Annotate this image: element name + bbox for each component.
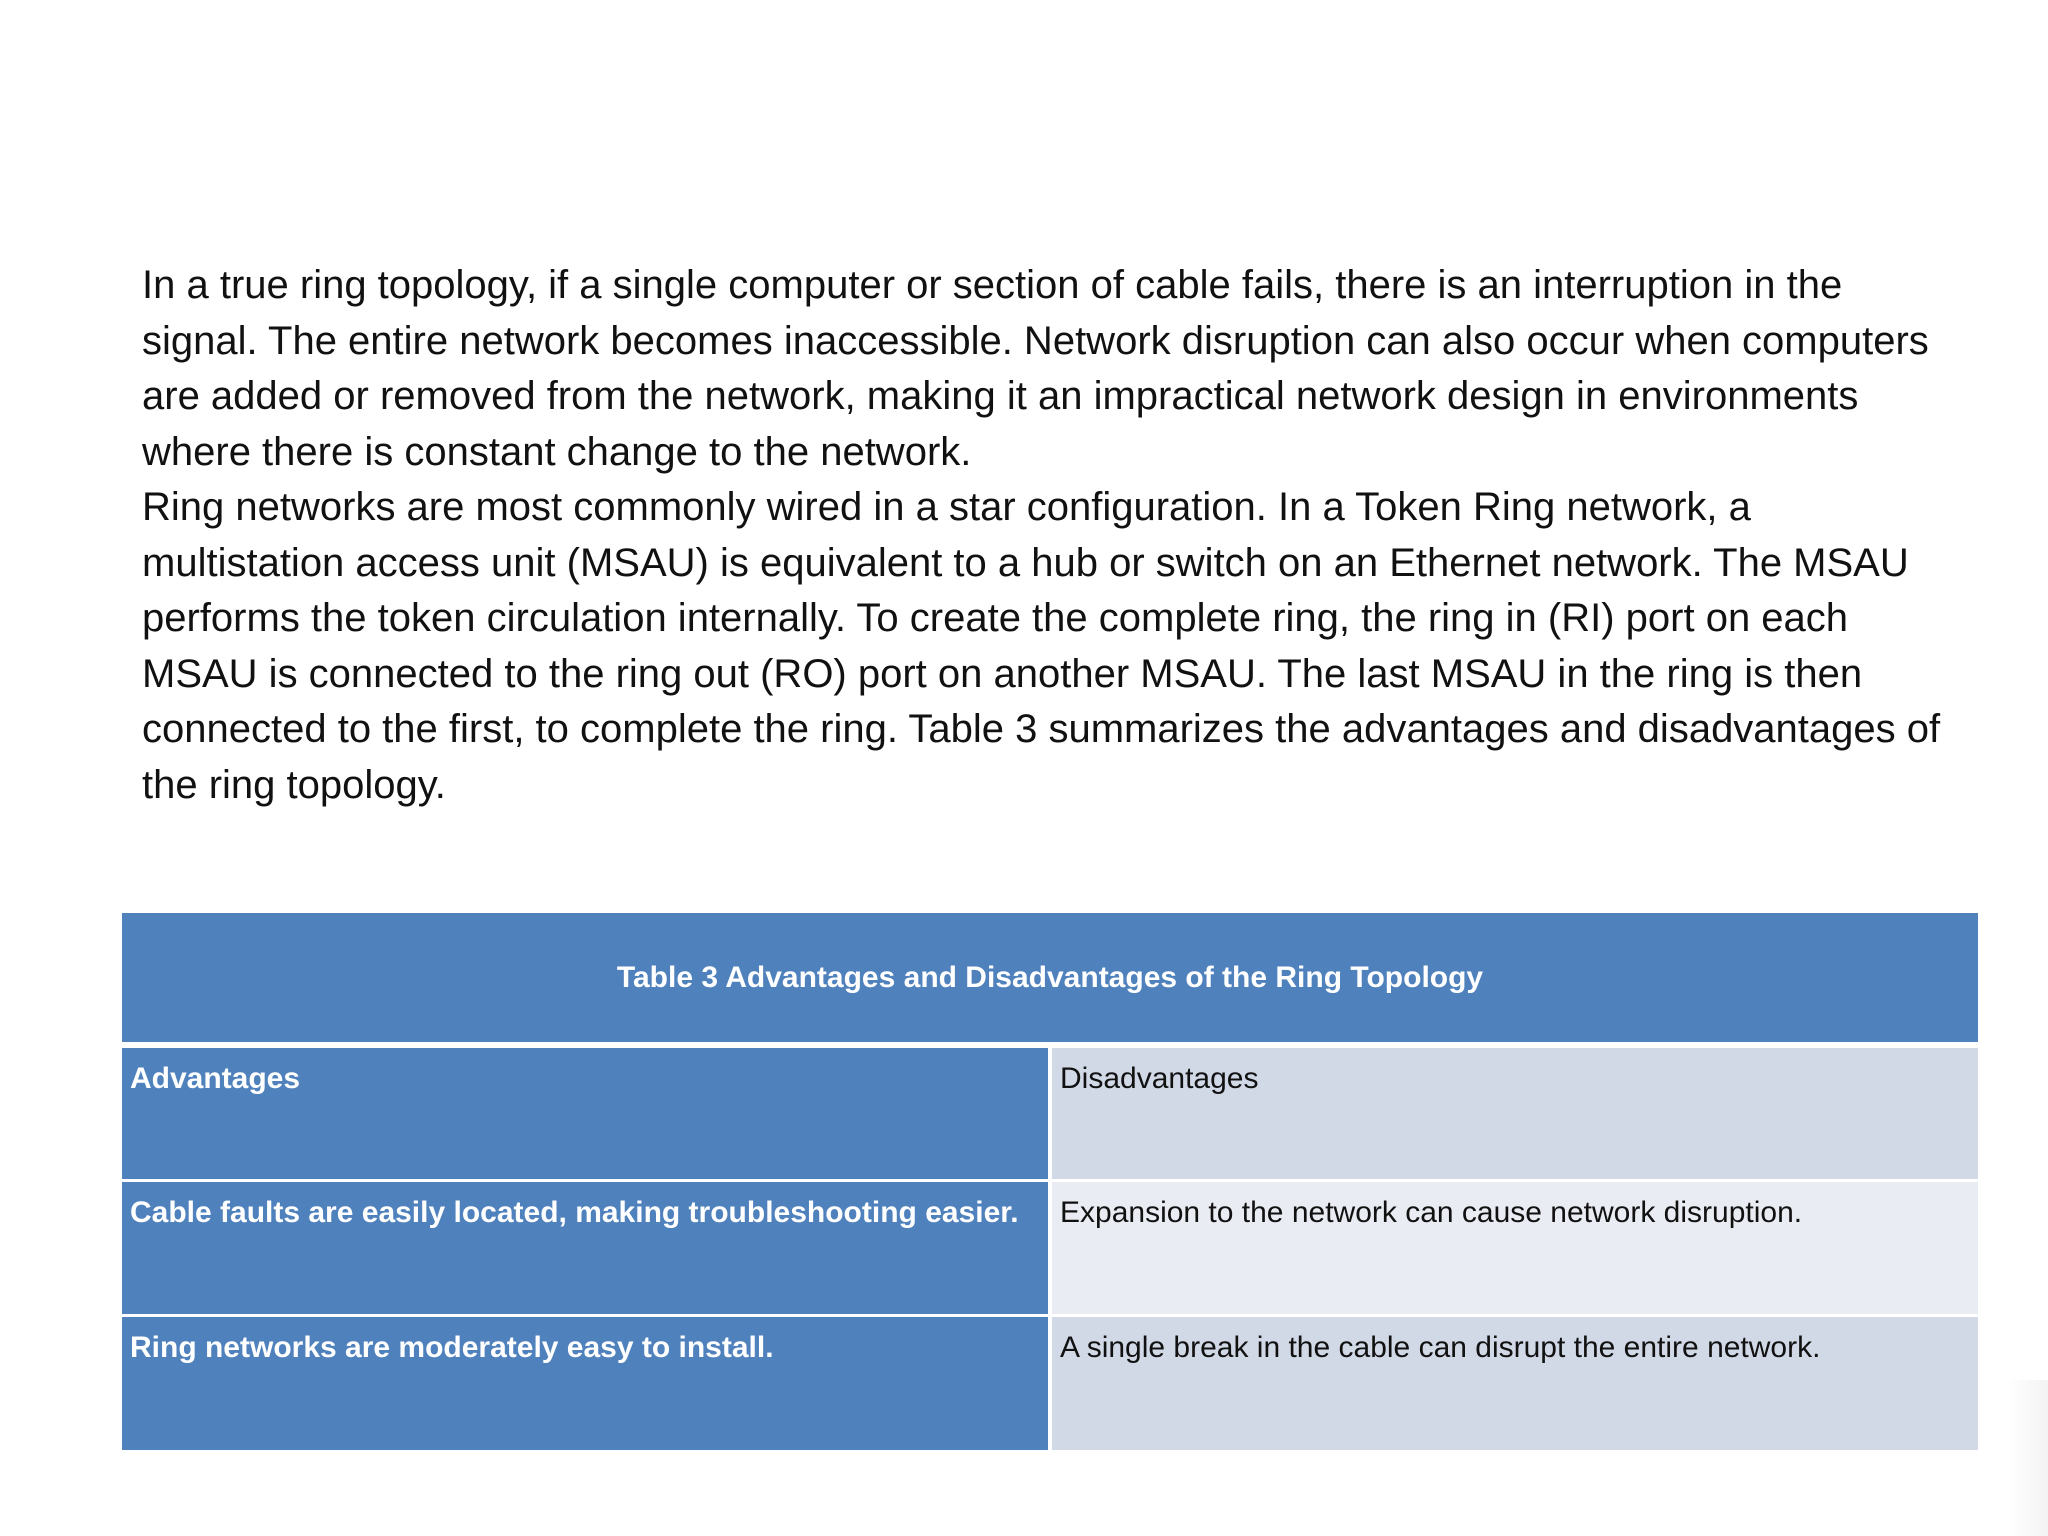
table-row xyxy=(122,1180,1978,1315)
paragraph-ring-failure: In a true ring topology, if a single computer or section of cable fails, there is an interruption in the signal. The entire network becomes inaccessible. Network disruption can also occur when computers are added or removed from the network, making it an impractical network design in environments where there is constant change to the network. xyxy=(142,263,1929,474)
header-advantages: Advantages xyxy=(122,1045,1050,1180)
paragraph-ring-wiring: Ring networks are most commonly wired in a star configuration. In a Token Ring network, a multistation access unit (MSAU) is equivalent to a hub or switch on an Ethernet network. The MSAU performs the token circulation internally. To create the complete ring, the ring in (RI) port on each MSAU is connected to the ring out (RO) port on another MSAU. The last MSAU in the ring is then connected to the first, to complete the ring. Table 3 summarizes the advantages and disadvantages of the ring topology. xyxy=(142,485,1941,807)
advantage-cell: Ring networks are moderately easy to install. xyxy=(122,1315,1050,1450)
disadvantage-cell: A single break in the cable can disrupt the entire network. xyxy=(1050,1315,1978,1450)
disadvantage-cell: Expansion to the network can cause network disruption. xyxy=(1050,1180,1978,1315)
header-disadvantages: Disadvantages xyxy=(1050,1045,1978,1180)
ring-topology-table xyxy=(122,913,1978,1450)
page-edge-shadow xyxy=(2008,1380,2048,1536)
body-text xyxy=(142,258,1942,813)
advantage-cell: Cable faults are easily located, making troubleshooting easier. xyxy=(122,1180,1050,1315)
table-header-row xyxy=(122,1045,1978,1180)
table-caption: Table 3 Advantages and Disadvantages of the Ring Topology xyxy=(122,913,1978,1045)
table-row xyxy=(122,1315,1978,1450)
table-caption-row xyxy=(122,913,1978,1045)
